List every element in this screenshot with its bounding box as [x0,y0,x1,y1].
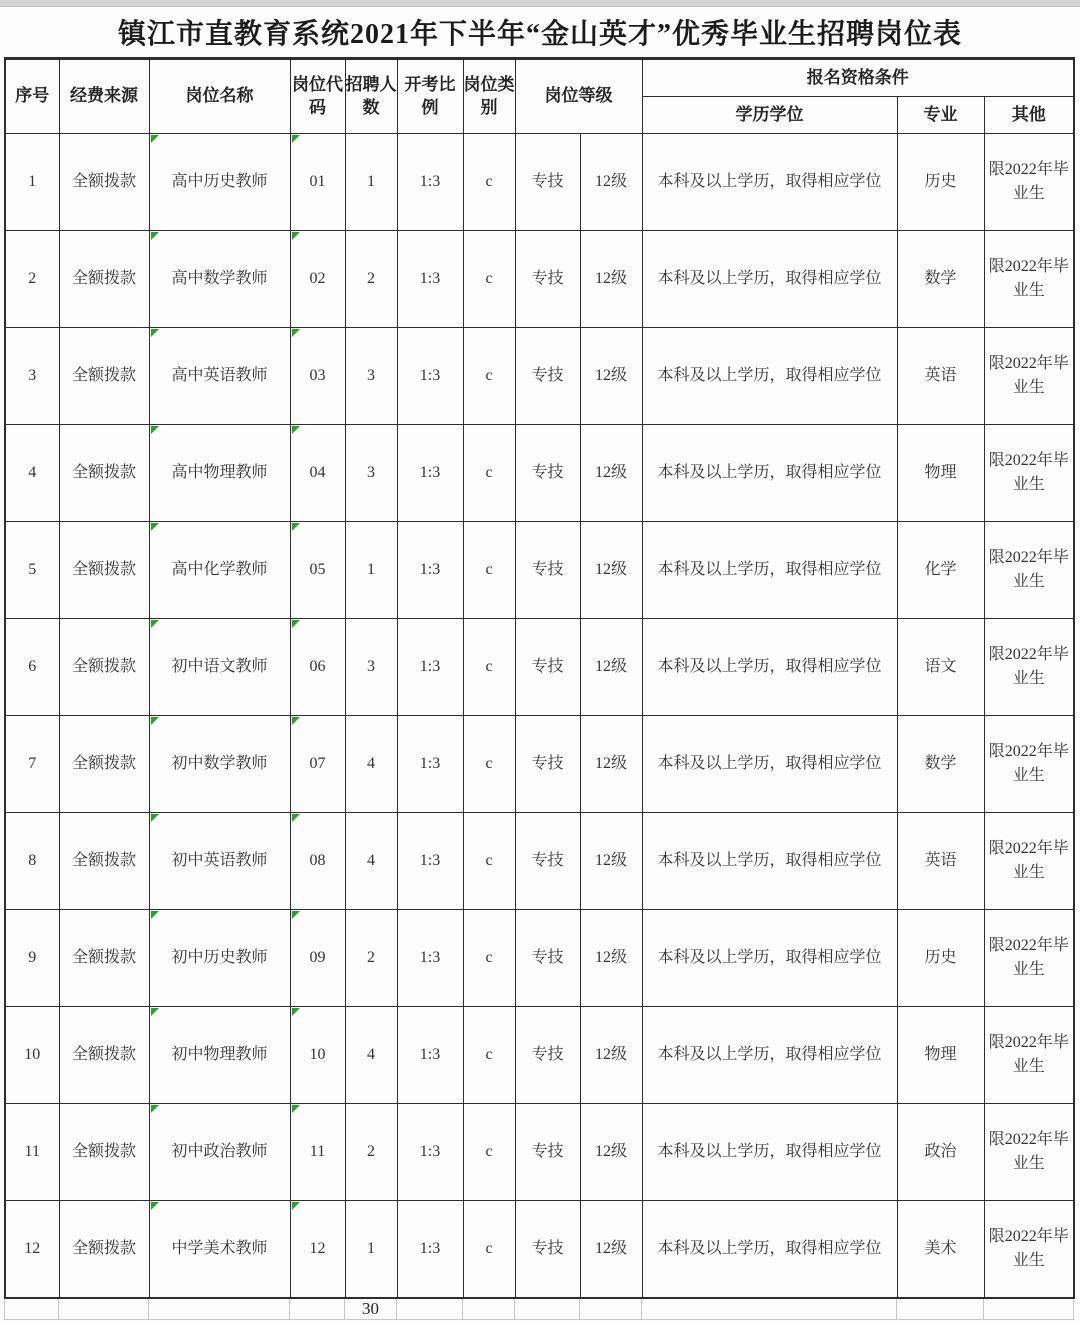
cell-seq: 9 [5,910,59,1007]
cell-recruit-count: 1 [345,522,397,619]
excel-error-marker-icon [292,232,300,240]
cell-level-type: 专技 [515,1201,580,1298]
table-row [5,1201,1074,1298]
position-name-text: 初中政治教师 [171,1143,268,1160]
cell-recruit-count: 1 [345,134,397,231]
table-row [5,716,1074,813]
position-name-text: 中学美术教师 [171,1239,268,1257]
position-code-text: 11 [309,1143,326,1160]
cell-seq: 5 [5,522,59,619]
cell-level-grade: 12级 [580,910,642,1007]
cell-education: 本科及以上学历，取得相应学位 [642,231,897,328]
excel-error-marker-icon [151,523,159,531]
table-body [5,134,1074,1298]
cell-exam-ratio: 1:3 [397,619,463,716]
cell-level-type: 专技 [515,910,580,1007]
total-cell-empty [463,1299,515,1320]
excel-error-marker-icon [292,523,300,531]
cell-position-name [149,1104,290,1201]
header-exam-ratio: 开考比例 [397,59,463,134]
cell-funding: 全额拨款 [59,1007,149,1104]
position-code-text: 12 [309,1239,326,1257]
cell-seq: 4 [5,425,59,522]
cell-major: 英语 [897,813,984,910]
cell-position-code [290,328,345,425]
cell-level-type: 专技 [515,522,580,619]
cell-position-category: c [463,619,515,716]
cell-recruit-count: 3 [345,619,397,716]
header-education: 学历学位 [642,97,897,134]
table-row [5,1007,1074,1104]
excel-error-marker-icon [151,717,159,725]
cell-major: 历史 [897,134,984,231]
cell-exam-ratio: 1:3 [397,910,463,1007]
cell-level-grade: 12级 [580,716,642,813]
cell-education: 本科及以上学历，取得相应学位 [642,522,897,619]
excel-error-marker-icon [151,814,159,822]
cell-other: 限2022年毕业生 [984,910,1074,1007]
table-row [5,910,1074,1007]
excel-error-marker-icon [292,1105,300,1113]
cell-major: 历史 [897,910,984,1007]
excel-error-marker-icon [292,814,300,822]
cell-funding: 全额拨款 [59,1104,149,1201]
cell-position-code [290,522,345,619]
cell-seq: 11 [5,1104,59,1201]
cell-education: 本科及以上学历，取得相应学位 [642,134,897,231]
cell-position-category: c [463,522,515,619]
cell-position-name [149,328,290,425]
cell-level-grade: 12级 [580,231,642,328]
header-position-name: 岗位名称 [149,59,290,134]
position-code-text: 07 [309,755,326,772]
cell-recruit-count: 2 [345,1104,397,1201]
cell-education: 本科及以上学历，取得相应学位 [642,1201,897,1298]
cell-position-name [149,231,290,328]
excel-error-marker-icon [292,426,300,434]
header-major: 专业 [897,97,984,134]
excel-error-marker-icon [151,1105,159,1113]
cell-recruit-count: 4 [345,716,397,813]
position-name-text: 高中物理教师 [171,464,268,481]
table-row [5,425,1074,522]
total-recruit-count: 30 [345,1299,397,1320]
cell-position-code [290,1007,345,1104]
cell-position-code [290,813,345,910]
cell-exam-ratio: 1:3 [397,425,463,522]
cell-exam-ratio: 1:3 [397,1201,463,1298]
cell-position-code [290,716,345,813]
cell-other: 限2022年毕业生 [984,1104,1074,1201]
cell-position-name [149,716,290,813]
cell-major: 数学 [897,231,984,328]
cell-position-name [149,619,290,716]
cell-major: 语文 [897,619,984,716]
table-row [5,522,1074,619]
position-name-text: 高中数学教师 [171,270,268,287]
page-title: 镇江市直教育系统2021年下半年“金山英才”优秀毕业生招聘岗位表 [117,19,962,50]
header-funding: 经费来源 [59,59,149,134]
excel-error-marker-icon [151,911,159,919]
cell-exam-ratio: 1:3 [397,716,463,813]
cell-exam-ratio: 1:3 [397,813,463,910]
cell-major: 化学 [897,522,984,619]
cell-other: 限2022年毕业生 [984,425,1074,522]
table-header [5,59,1074,134]
cell-other: 限2022年毕业生 [984,231,1074,328]
cell-position-category: c [463,134,515,231]
cell-position-category: c [463,231,515,328]
cell-funding: 全额拨款 [59,522,149,619]
excel-error-marker-icon [292,1202,300,1210]
header-position-code: 岗位代码 [290,59,345,134]
excel-error-marker-icon [151,135,159,143]
total-cell-empty [290,1299,345,1320]
cell-level-grade: 12级 [580,1201,642,1298]
cell-recruit-count: 2 [345,231,397,328]
table-row [5,231,1074,328]
cell-education: 本科及以上学历，取得相应学位 [642,910,897,1007]
cell-position-name [149,425,290,522]
cell-level-type: 专技 [515,813,580,910]
cell-other: 限2022年毕业生 [984,328,1074,425]
header-seq: 序号 [5,59,59,134]
cell-recruit-count: 1 [345,1201,397,1298]
cell-level-type: 专技 [515,328,580,425]
cell-exam-ratio: 1:3 [397,1007,463,1104]
position-name-text: 高中化学教师 [171,561,268,578]
cell-level-type: 专技 [515,619,580,716]
cell-position-category: c [463,1201,515,1298]
table-row [5,134,1074,231]
position-code-text: 09 [309,949,326,966]
cell-seq: 6 [5,619,59,716]
cell-position-code [290,1201,345,1298]
cell-exam-ratio: 1:3 [397,231,463,328]
cell-recruit-count: 4 [345,1007,397,1104]
position-code-text: 05 [309,561,326,578]
cell-education: 本科及以上学历，取得相应学位 [642,813,897,910]
excel-error-marker-icon [151,620,159,628]
cell-seq: 2 [5,231,59,328]
total-cell-empty [149,1299,290,1320]
cell-education: 本科及以上学历，取得相应学位 [642,328,897,425]
cell-recruit-count: 4 [345,813,397,910]
excel-error-marker-icon [292,717,300,725]
cell-other: 限2022年毕业生 [984,1201,1074,1298]
cell-position-name [149,522,290,619]
cell-other: 限2022年毕业生 [984,134,1074,231]
position-code-text: 10 [309,1046,326,1063]
position-code-text: 08 [309,852,326,869]
cell-education: 本科及以上学历，取得相应学位 [642,425,897,522]
cell-position-name [149,910,290,1007]
cell-funding: 全额拨款 [59,813,149,910]
cell-funding: 全额拨款 [59,1201,149,1298]
jobs-table [4,57,1075,1299]
cell-level-grade: 12级 [580,619,642,716]
position-name-text: 初中数学教师 [171,755,268,772]
header-other: 其他 [984,97,1074,134]
cell-position-name [149,134,290,231]
cell-education: 本科及以上学历，取得相应学位 [642,716,897,813]
cell-level-grade: 12级 [580,813,642,910]
position-name-text: 初中物理教师 [171,1046,268,1063]
total-cell-empty [397,1299,463,1320]
cell-level-grade: 12级 [580,1007,642,1104]
cell-exam-ratio: 1:3 [397,1104,463,1201]
cell-funding: 全额拨款 [59,619,149,716]
cell-position-category: c [463,1104,515,1201]
cell-level-type: 专技 [515,716,580,813]
excel-error-marker-icon [151,1008,159,1016]
cell-position-code [290,1104,345,1201]
excel-error-marker-icon [151,232,159,240]
cell-funding: 全额拨款 [59,231,149,328]
header-position-category: 岗位类别 [463,59,515,134]
cell-major: 美术 [897,1201,984,1298]
position-name-text: 初中英语教师 [171,852,268,869]
header-recruit-count: 招聘人数 [345,59,397,134]
excel-error-marker-icon [292,329,300,337]
position-name-text: 初中历史教师 [171,949,268,966]
cell-level-type: 专技 [515,134,580,231]
cell-major: 数学 [897,716,984,813]
cell-other: 限2022年毕业生 [984,619,1074,716]
cell-position-category: c [463,716,515,813]
cell-level-grade: 12级 [580,134,642,231]
position-code-text: 03 [309,367,326,384]
cell-education: 本科及以上学历，取得相应学位 [642,1104,897,1201]
cell-recruit-count: 2 [345,910,397,1007]
cell-seq: 1 [5,134,59,231]
cell-position-category: c [463,910,515,1007]
position-name-text: 初中语文教师 [171,658,268,675]
cell-level-type: 专技 [515,425,580,522]
cell-level-type: 专技 [515,231,580,328]
cell-exam-ratio: 1:3 [397,328,463,425]
cell-other: 限2022年毕业生 [984,1007,1074,1104]
cell-position-name [149,1007,290,1104]
cell-other: 限2022年毕业生 [984,522,1074,619]
cell-recruit-count: 3 [345,328,397,425]
cell-seq: 8 [5,813,59,910]
cell-major: 物理 [897,1007,984,1104]
cell-position-category: c [463,813,515,910]
cell-position-name [149,813,290,910]
total-cell-empty [984,1299,1074,1320]
cell-funding: 全额拨款 [59,910,149,1007]
cell-other: 限2022年毕业生 [984,716,1074,813]
cell-funding: 全额拨款 [59,716,149,813]
header-qualification-group: 报名资格条件 [642,59,1074,97]
cell-seq: 7 [5,716,59,813]
cell-position-name [149,1201,290,1298]
cell-level-grade: 12级 [580,1104,642,1201]
cell-recruit-count: 3 [345,425,397,522]
cell-education: 本科及以上学历，取得相应学位 [642,619,897,716]
excel-error-marker-icon [292,135,300,143]
total-cell-empty [5,1299,59,1320]
cell-level-grade: 12级 [580,522,642,619]
top-strip [0,0,1080,7]
cell-level-grade: 12级 [580,328,642,425]
cell-other: 限2022年毕业生 [984,813,1074,910]
cell-exam-ratio: 1:3 [397,522,463,619]
cell-position-code [290,619,345,716]
excel-error-marker-icon [151,426,159,434]
cell-seq: 10 [5,1007,59,1104]
cell-exam-ratio: 1:3 [397,134,463,231]
cell-major: 物理 [897,425,984,522]
cell-level-grade: 12级 [580,425,642,522]
table-row [5,328,1074,425]
cell-major: 英语 [897,328,984,425]
cell-position-code [290,134,345,231]
total-cell-empty [580,1299,642,1320]
total-cell-empty [515,1299,580,1320]
cell-seq: 3 [5,328,59,425]
cell-position-code [290,910,345,1007]
cell-position-category: c [463,328,515,425]
cell-position-code [290,231,345,328]
cell-seq: 12 [5,1201,59,1298]
excel-error-marker-icon [292,911,300,919]
position-code-text: 01 [309,173,326,190]
position-name-text: 高中历史教师 [171,173,268,190]
position-code-text: 06 [309,658,326,675]
header-position-level: 岗位等级 [515,59,642,134]
table-row [5,619,1074,716]
cell-level-type: 专技 [515,1007,580,1104]
excel-error-marker-icon [151,1202,159,1210]
excel-error-marker-icon [292,1008,300,1016]
total-cell-empty [642,1299,897,1320]
cell-major: 政治 [897,1104,984,1201]
cell-funding: 全额拨款 [59,425,149,522]
totals-row [4,1299,1074,1320]
position-code-text: 02 [309,270,326,287]
excel-error-marker-icon [151,329,159,337]
position-name-text: 高中英语教师 [171,367,268,384]
cell-position-category: c [463,1007,515,1104]
total-cell-empty [897,1299,984,1320]
table-row [5,813,1074,910]
excel-error-marker-icon [292,620,300,628]
cell-position-category: c [463,425,515,522]
position-code-text: 04 [309,464,326,481]
cell-level-type: 专技 [515,1104,580,1201]
cell-education: 本科及以上学历，取得相应学位 [642,1007,897,1104]
cell-funding: 全额拨款 [59,134,149,231]
table-row [5,1104,1074,1201]
cell-position-code [290,425,345,522]
total-cell-empty [59,1299,149,1320]
cell-funding: 全额拨款 [59,328,149,425]
